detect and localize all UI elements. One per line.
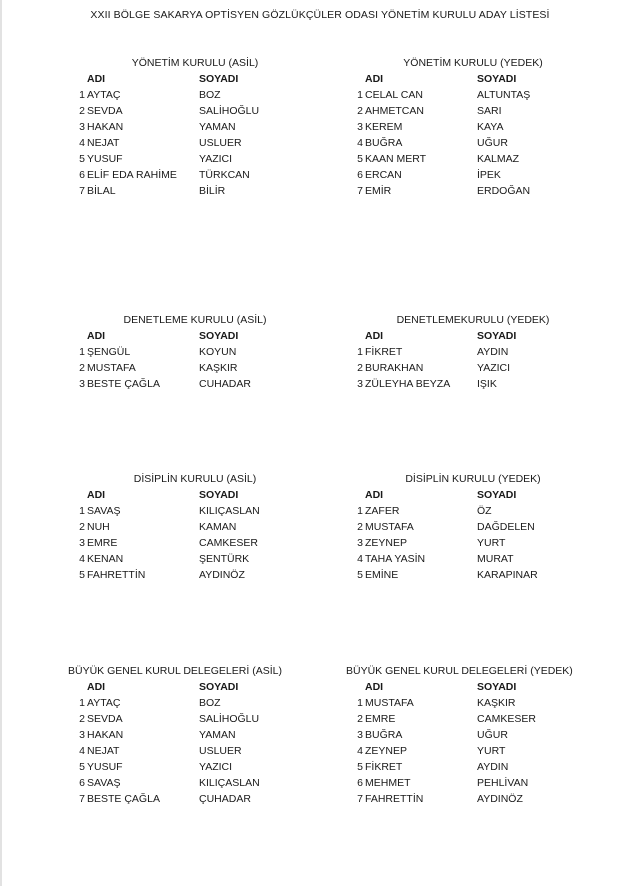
column-header-name: ADI <box>87 73 106 85</box>
candidate-surname: YAMAN <box>199 729 236 741</box>
table-row <box>77 745 367 761</box>
candidate-name: SAVAŞ <box>87 777 121 789</box>
row-number: 3 <box>79 121 85 133</box>
candidate-name: NUH <box>87 521 110 533</box>
row-number: 1 <box>357 697 363 709</box>
row-number: 2 <box>357 713 363 725</box>
candidate-surname: SALİHOĞLU <box>199 105 260 117</box>
candidate-surname: BOZ <box>199 89 221 101</box>
candidate-surname: ÖZ <box>477 505 492 517</box>
row-number: 5 <box>79 569 85 581</box>
section-yonetim-kurulu-yedek <box>355 57 640 227</box>
table-row <box>355 153 640 169</box>
table-row <box>355 378 640 394</box>
candidate-surname: UĞUR <box>477 137 508 149</box>
candidate-name: NEJAT <box>87 137 120 149</box>
candidate-surname: KAMAN <box>199 521 237 533</box>
candidate-name: ZEYNEP <box>365 537 408 549</box>
table-row <box>355 713 640 729</box>
column-header-name: ADI <box>365 330 384 342</box>
section-heading: YÖNETİM KURULU (ASİL) <box>131 57 259 69</box>
row-number: 4 <box>357 745 363 757</box>
table-row <box>355 105 640 121</box>
column-header-surname: SOYADI <box>199 330 239 342</box>
section-buyuk-genel-kurul-asil <box>68 665 367 835</box>
column-header-name: ADI <box>87 489 106 501</box>
column-header-name: ADI <box>365 681 384 693</box>
table-row <box>355 185 640 201</box>
candidate-surname: YAZICI <box>199 761 233 773</box>
table-row <box>77 121 367 137</box>
row-number: 5 <box>79 153 85 165</box>
candidate-surname: IŞIK <box>477 378 497 390</box>
candidate-surname: KARAPINAR <box>477 569 538 581</box>
column-header-row <box>355 73 640 89</box>
table-row <box>355 89 640 105</box>
candidate-name: AYTAÇ <box>87 89 121 101</box>
table-row <box>77 729 367 745</box>
candidate-name: ZAFER <box>365 505 400 517</box>
section-heading: DENETLEME KURULU (ASİL) <box>123 314 267 326</box>
candidate-surname: USLUER <box>199 745 242 757</box>
candidate-name: TAHA YASİN <box>365 553 426 565</box>
candidate-name: EMRE <box>87 537 118 549</box>
candidate-name: MUSTAFA <box>365 521 414 533</box>
table-row <box>355 137 640 153</box>
row-number: 6 <box>79 169 85 181</box>
row-number: 5 <box>79 761 85 773</box>
candidate-name: EMRE <box>365 713 396 725</box>
column-header-surname: SOYADI <box>477 489 517 501</box>
table-row <box>77 169 367 185</box>
candidate-name: BESTE ÇAĞLA <box>87 378 160 390</box>
candidate-surname: AYDIN <box>477 346 509 358</box>
column-header-row <box>77 330 367 346</box>
table-row <box>77 777 367 793</box>
candidate-name: MUSTAFA <box>365 697 414 709</box>
candidate-name: YUSUF <box>87 761 123 773</box>
table-row <box>77 378 367 394</box>
candidate-name: MEHMET <box>365 777 411 789</box>
candidate-surname: UĞUR <box>477 729 508 741</box>
candidate-surname: AYDINÖZ <box>199 569 245 581</box>
column-header-row <box>77 489 367 505</box>
candidate-name: EMİNE <box>365 569 399 581</box>
table-row <box>77 153 367 169</box>
row-number: 1 <box>357 505 363 517</box>
section-heading: DİSİPLİN KURULU (YEDEK) <box>405 473 541 485</box>
row-number: 1 <box>357 89 363 101</box>
column-header-row <box>77 681 367 697</box>
table-row <box>355 697 640 713</box>
row-number: 4 <box>357 137 363 149</box>
row-number: 3 <box>357 121 363 133</box>
candidate-surname: KALMAZ <box>477 153 520 165</box>
candidate-surname: ÇUHADAR <box>199 793 251 805</box>
candidate-name: SAVAŞ <box>87 505 121 517</box>
candidate-surname: DAĞDELEN <box>477 521 535 533</box>
row-number: 3 <box>79 378 85 390</box>
table-row <box>77 537 367 553</box>
candidate-surname: AYDIN <box>477 761 509 773</box>
candidate-surname: PEHLİVAN <box>477 777 529 789</box>
document-title: XXII BÖLGE SAKARYA OPTİSYEN GÖZLÜKÇÜLER ODASI YÖNETİM KURULU ADAY LİSTESİ <box>90 9 550 21</box>
table-row <box>77 185 367 201</box>
column-header-name: ADI <box>365 73 384 85</box>
row-number: 7 <box>357 793 363 805</box>
candidate-name: HAKAN <box>87 729 124 741</box>
table-row <box>355 793 640 809</box>
row-number: 3 <box>357 378 363 390</box>
candidate-name: BUĞRA <box>365 729 403 741</box>
section-disiplin-kurulu-asil <box>77 473 367 643</box>
table-row <box>77 362 367 378</box>
section-heading: BÜYÜK GENEL KURUL DELEGELERİ (YEDEK) <box>346 665 573 677</box>
column-header-surname: SOYADI <box>477 681 517 693</box>
candidate-surname: YAZICI <box>199 153 233 165</box>
column-header-surname: SOYADI <box>199 489 239 501</box>
candidate-surname: KILIÇASLAN <box>199 777 260 789</box>
candidate-name: ZÜLEYHA BEYZA <box>365 378 451 390</box>
row-number: 7 <box>79 185 85 197</box>
table-row <box>77 346 367 362</box>
table-row <box>355 505 640 521</box>
row-number: 2 <box>79 521 85 533</box>
row-number: 4 <box>357 553 363 565</box>
candidate-name: FAHRETTİN <box>365 793 424 805</box>
candidate-name: KAAN MERT <box>365 153 427 165</box>
row-number: 2 <box>79 105 85 117</box>
column-header-name: ADI <box>365 489 384 501</box>
column-header-row <box>355 489 640 505</box>
section-heading: DİSİPLİN KURULU (ASİL) <box>133 473 257 485</box>
candidate-surname: CAMKESER <box>477 713 536 725</box>
candidate-surname: ERDOĞAN <box>477 185 531 197</box>
row-number: 4 <box>79 137 85 149</box>
candidate-name: AHMETCAN <box>365 105 424 117</box>
candidate-name: ELİF EDA RAHİME <box>87 169 177 181</box>
section-yonetim-kurulu-asil <box>77 57 367 227</box>
candidate-surname: SARI <box>477 105 502 117</box>
row-number: 5 <box>357 569 363 581</box>
candidate-surname: KAŞKIR <box>199 362 238 374</box>
row-number: 1 <box>79 697 85 709</box>
candidate-surname: MURAT <box>477 553 514 565</box>
table-row <box>77 713 367 729</box>
candidate-name: CELAL CAN <box>365 89 423 101</box>
table-row <box>355 362 640 378</box>
row-number: 3 <box>79 537 85 549</box>
candidate-surname: ALTUNTAŞ <box>477 89 531 101</box>
table-row <box>77 553 367 569</box>
section-denetleme-kurulu-yedek <box>355 314 640 484</box>
candidate-name: NEJAT <box>87 745 120 757</box>
candidate-surname: BOZ <box>199 697 221 709</box>
row-number: 3 <box>357 537 363 549</box>
row-number: 6 <box>357 777 363 789</box>
table-row <box>77 521 367 537</box>
section-buyuk-genel-kurul-yedek <box>346 665 640 835</box>
row-number: 5 <box>357 153 363 165</box>
row-number: 4 <box>79 745 85 757</box>
table-row <box>77 505 367 521</box>
candidate-surname: YAMAN <box>199 121 236 133</box>
candidate-surname: KILIÇASLAN <box>199 505 260 517</box>
row-number: 1 <box>79 346 85 358</box>
table-row <box>355 729 640 745</box>
candidate-surname: ŞENTÜRK <box>199 553 250 565</box>
candidate-name: SEVDA <box>87 713 123 725</box>
table-row <box>77 569 367 585</box>
table-row <box>355 761 640 777</box>
candidate-name: FİKRET <box>365 346 403 358</box>
candidate-name: ERCAN <box>365 169 402 181</box>
column-header-row <box>77 73 367 89</box>
column-header-surname: SOYADI <box>477 73 517 85</box>
table-row <box>355 777 640 793</box>
row-number: 5 <box>357 761 363 773</box>
column-header-name: ADI <box>87 330 106 342</box>
row-number: 1 <box>357 346 363 358</box>
table-row <box>77 761 367 777</box>
candidate-surname: KAYA <box>477 121 504 133</box>
candidate-name: BESTE ÇAĞLA <box>87 793 160 805</box>
table-row <box>77 105 367 121</box>
row-number: 2 <box>357 521 363 533</box>
candidate-surname: USLUER <box>199 137 242 149</box>
candidate-surname: TÜRKCAN <box>199 169 250 181</box>
candidate-name: AYTAÇ <box>87 697 121 709</box>
candidate-name: YUSUF <box>87 153 123 165</box>
row-number: 7 <box>357 185 363 197</box>
column-header-row <box>355 330 640 346</box>
table-row <box>77 793 367 809</box>
candidate-name: HAKAN <box>87 121 124 133</box>
candidate-name: FİKRET <box>365 761 403 773</box>
candidate-name: KEREM <box>365 121 403 133</box>
candidate-surname: CUHADAR <box>199 378 251 390</box>
candidate-surname: KOYUN <box>199 346 237 358</box>
column-header-surname: SOYADI <box>199 73 239 85</box>
table-row <box>355 169 640 185</box>
candidate-name: BİLAL <box>87 185 116 197</box>
section-denetleme-kurulu-asil <box>77 314 367 484</box>
section-heading: BÜYÜK GENEL KURUL DELEGELERİ (ASİL) <box>68 665 282 677</box>
section-heading: DENETLEMEKURULU (YEDEK) <box>396 314 550 326</box>
candidate-name: KENAN <box>87 553 124 565</box>
candidate-surname: YURT <box>477 537 506 549</box>
candidate-surname: BİLİR <box>199 185 226 197</box>
row-number: 1 <box>79 89 85 101</box>
table-row <box>355 521 640 537</box>
row-number: 6 <box>79 777 85 789</box>
table-row <box>355 121 640 137</box>
page-edge <box>0 0 2 886</box>
candidate-name: MUSTAFA <box>87 362 136 374</box>
candidate-surname: YURT <box>477 745 506 757</box>
candidate-name: ZEYNEP <box>365 745 408 757</box>
candidate-surname: KAŞKIR <box>477 697 516 709</box>
row-number: 7 <box>79 793 85 805</box>
row-number: 2 <box>79 713 85 725</box>
table-row <box>77 697 367 713</box>
table-row <box>355 745 640 761</box>
row-number: 2 <box>357 362 363 374</box>
table-row <box>355 346 640 362</box>
candidate-surname: AYDINÖZ <box>477 793 523 805</box>
candidate-name: FAHRETTİN <box>87 569 146 581</box>
section-disiplin-kurulu-yedek <box>355 473 640 643</box>
row-number: 3 <box>357 729 363 741</box>
table-row <box>355 553 640 569</box>
candidate-name: BURAKHAN <box>365 362 424 374</box>
candidate-name: SEVDA <box>87 105 123 117</box>
column-header-surname: SOYADI <box>477 330 517 342</box>
candidate-name: BUĞRA <box>365 137 403 149</box>
candidate-surname: SALİHOĞLU <box>199 713 260 725</box>
candidate-surname: YAZICI <box>477 362 511 374</box>
table-row <box>77 89 367 105</box>
column-header-surname: SOYADI <box>199 681 239 693</box>
row-number: 3 <box>79 729 85 741</box>
row-number: 4 <box>79 553 85 565</box>
row-number: 2 <box>357 105 363 117</box>
candidate-name: ŞENGÜL <box>87 346 131 358</box>
table-row <box>77 137 367 153</box>
row-number: 6 <box>357 169 363 181</box>
candidate-surname: İPEK <box>477 169 501 181</box>
table-row <box>355 537 640 553</box>
row-number: 1 <box>79 505 85 517</box>
row-number: 2 <box>79 362 85 374</box>
section-heading: YÖNETİM KURULU (YEDEK) <box>403 57 543 69</box>
candidate-surname: CAMKESER <box>199 537 258 549</box>
column-header-row <box>355 681 640 697</box>
candidate-name: EMİR <box>365 185 392 197</box>
table-row <box>355 569 640 585</box>
column-header-name: ADI <box>87 681 106 693</box>
